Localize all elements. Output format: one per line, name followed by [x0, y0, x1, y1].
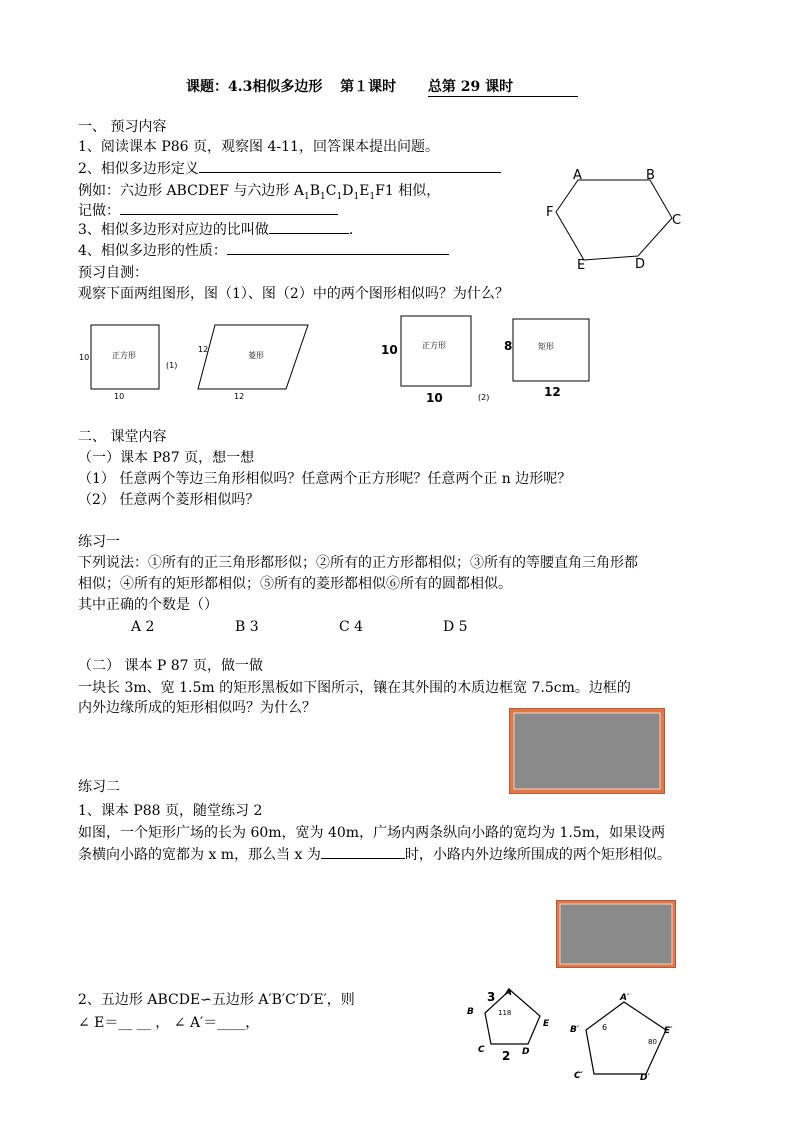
- rhombus-label: 菱形: [248, 351, 264, 360]
- exercise2-line4: 2、五边形 ABCDE∽五边形 A′B′C′D′E′，则: [78, 992, 355, 1008]
- hexagon-shape: [556, 180, 672, 260]
- rectangle-bottom: 12: [544, 385, 561, 399]
- section2-part2: （二） 课本 P 87 页，做一做: [78, 658, 264, 674]
- section1-heading: 一、 预习内容: [78, 119, 167, 135]
- pent2-label-d: D′: [640, 1073, 650, 1082]
- square-2: [401, 316, 471, 386]
- pent1-side-top: 3: [487, 990, 496, 1004]
- shapes-comparison-figure: [76, 310, 596, 410]
- pent2-label-e: E′: [664, 1026, 673, 1036]
- square-1-bottom: 10: [114, 392, 125, 401]
- section2-question2: （2） 任意两个菱形相似吗？: [78, 492, 260, 508]
- exercise2-heading: 练习二: [78, 779, 120, 795]
- pent2-label-c: C′: [574, 1071, 583, 1081]
- square-2-side: 10: [381, 343, 398, 357]
- hex-label-a: A: [573, 168, 582, 183]
- rectangle-side: 8: [504, 339, 513, 353]
- title-lesson: 第１课时: [340, 79, 397, 95]
- choice-c: C 4: [339, 619, 364, 635]
- exercise1-line3: 其中正确的个数是（）: [78, 597, 218, 613]
- hex-label-f: F: [546, 205, 554, 220]
- exercise1-line1: 下列说法：①所有的正三角形都形似；②所有的正方形都相似；③所有的等腰直角三角形都: [78, 555, 638, 571]
- figure-mark-1: (1): [166, 361, 178, 370]
- exercise2-line5: ∠ E＝__ __ ， ∠ A′＝____，: [78, 1015, 260, 1031]
- pent1-angle: 118: [498, 1009, 512, 1017]
- choice-a: A 2: [131, 619, 155, 635]
- hex-label-b: B: [646, 168, 655, 183]
- exercise2-line3: 条横向小路的宽都为 x m，那么当 x 为 时，小路内外边缘所围成的两个矩形相似。: [78, 847, 671, 863]
- hex-label-c: C: [672, 213, 682, 228]
- pent1-side-bottom: 2: [502, 1049, 511, 1063]
- pentagon-1-figure: [460, 982, 570, 1066]
- hex-label-e: E: [577, 258, 586, 273]
- pent2-angle: 80: [648, 1038, 657, 1046]
- section1-line8: 观察下面两组图形，图（1）、图（2）中的两个图形相似吗？为什么？: [78, 286, 509, 302]
- title-topic: 课题：4.3相似多边形: [186, 79, 323, 95]
- choice-d: D 5: [443, 619, 468, 635]
- section2b-line1: 一块长 3m、宽 1.5m 的矩形黑板如下图所示，镶在其外围的木质边框宽 7.5cm。边框的: [78, 680, 631, 696]
- square-1-side: 10: [79, 353, 90, 362]
- section1-line3: 例如：六边形 ABCDEF 与六边形 $A_1B_1C_1D_1E_1F1$ 相似，: [78, 183, 441, 202]
- pent1-label-c: C: [478, 1045, 485, 1055]
- blackboard-figure: [508, 707, 666, 795]
- exercise2-line2: 如图，一个矩形广场的长为 60m，宽为 40m，广场内两条纵向小路的宽均为 1.5m，如果设两: [78, 825, 666, 841]
- pent1-label-a: A: [505, 988, 512, 998]
- exercise2-line1: 1、课本 P88 页，随堂练习 2: [78, 803, 263, 819]
- section2b-line2: 内外边缘所成的矩形相似吗？为什么？: [78, 700, 316, 716]
- section1-line4: 记做：: [78, 202, 338, 220]
- section1-line1: 1、阅读课本 P86 页，观察图 4-11，回答课本提出问题。: [78, 139, 439, 155]
- section2-heading: 二、 课堂内容: [78, 429, 167, 445]
- page-title: [186, 78, 578, 97]
- choice-b: B 3: [235, 619, 259, 635]
- square-2-label: 正方形: [422, 341, 446, 350]
- section1-line2: 2、相似多边形定义: [78, 160, 501, 178]
- section2-question1: （1） 任意两个等边三角形相似吗？任意两个正方形呢？任意两个正 n 边形呢？: [78, 471, 572, 487]
- section1-line6: 4、相似多边形的性质：: [78, 242, 449, 260]
- rectangle-label: 矩形: [538, 342, 554, 351]
- pent2-side: 6: [602, 1023, 608, 1032]
- hexagon-figure: [538, 164, 688, 276]
- figure-mark-2: (2): [478, 393, 490, 402]
- section2-part1: （一）课本 P87 页，想一想: [78, 450, 255, 466]
- pentagon-2-figure: [566, 988, 696, 1082]
- blackboard-inner: [514, 713, 660, 789]
- exercise1-heading: 练习一: [78, 534, 120, 550]
- pent1-label-e: E: [543, 1019, 550, 1029]
- pent2-label-b: B′: [570, 1025, 580, 1035]
- title-total: 总第 29 课时: [428, 78, 578, 97]
- pent1-label-d: D: [522, 1047, 530, 1057]
- pent2-label-a: A′: [620, 993, 630, 1003]
- plaza-inner: [560, 904, 672, 964]
- rhombus-side: 12: [198, 345, 209, 354]
- plaza-figure: [555, 899, 677, 969]
- hex-label-d: D: [635, 257, 646, 272]
- exercise1-line2: 相似；④所有的矩形都相似；⑤所有的菱形都相似⑥所有的圆都相似。: [78, 576, 512, 592]
- section1-line5: 3、相似多边形对应边的比叫做 .: [78, 222, 354, 238]
- square-2-bottom: 10: [426, 391, 443, 405]
- square-1-label: 正方形: [112, 351, 136, 360]
- rhombus-bottom: 12: [234, 392, 245, 401]
- section1-line7: 预习自测：: [78, 265, 148, 281]
- pent1-label-b: B: [467, 1007, 474, 1017]
